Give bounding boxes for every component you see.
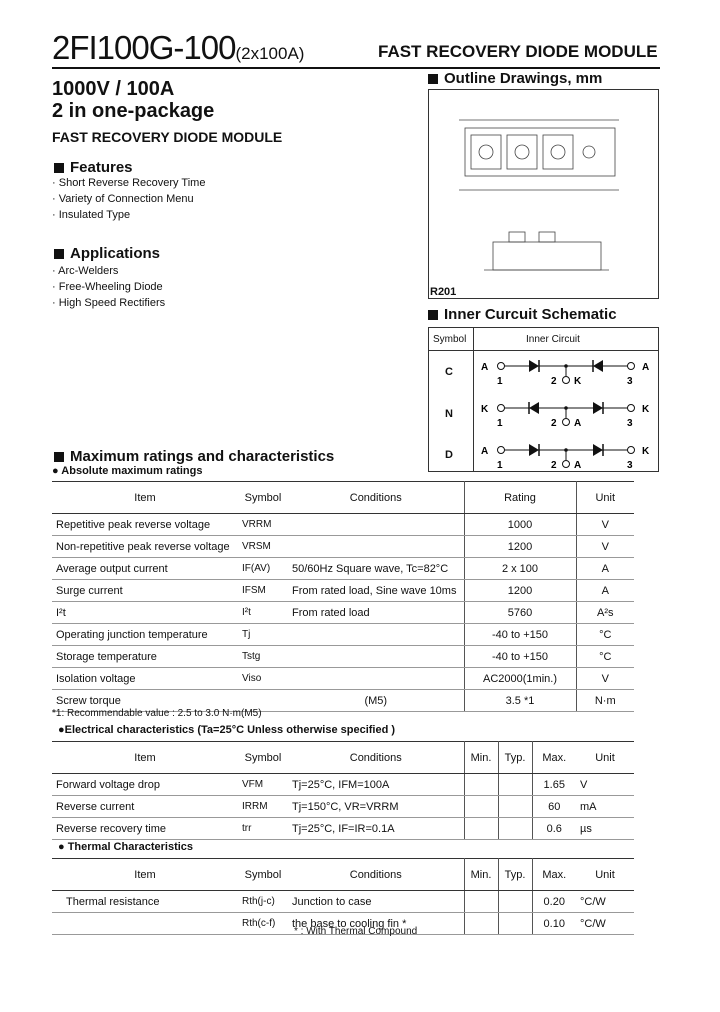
schematic-circuit-header: Inner Circuit	[526, 334, 580, 345]
document-title: FAST RECOVERY DIODE MODULE	[378, 42, 658, 61]
table-row: Rth(c-f) the base to cooling fin * 0.10 °C/W	[52, 913, 634, 935]
torque-footnote: *1: Recommendable value : 2.5 to 3.0 N·m(M5)	[52, 708, 262, 719]
table-row: Non-repetitive peak reverse voltage VRSM 1200 V	[52, 536, 634, 558]
table-row: Reverse current IRRM Tj=150°C, VR=VRRM 60 mA	[52, 796, 634, 818]
terminal-label: A	[574, 418, 582, 428]
part-number: 2FI100G-100(2x100A)	[52, 29, 305, 66]
table-header-row: Item Symbol Conditions Min. Typ. Max. Unit	[52, 742, 634, 774]
terminal-number: 1	[497, 418, 503, 428]
max-ratings-table	[52, 481, 634, 712]
terminal-number: 2	[551, 418, 557, 428]
schematic-heading: Inner Curcuit Schematic	[428, 306, 617, 323]
schematic-header-rule	[429, 350, 658, 351]
diode-circuit-c	[479, 356, 657, 386]
module-outline-drawing	[429, 90, 658, 298]
feature-item: · Insulated Type	[52, 209, 131, 221]
table-row: I²t I²t From rated load 5760 A²s	[52, 602, 634, 624]
diode-circuit-n	[479, 398, 657, 428]
terminal-label: K	[574, 376, 582, 386]
schematic-symbol-header: Symbol	[433, 334, 467, 345]
terminal-number: 3	[627, 460, 633, 470]
square-bullet-icon	[54, 163, 64, 173]
table-row: Repetitive peak reverse voltage VRRM 1000 V	[52, 514, 634, 536]
table-row: Average output current IF(AV) 50/60Hz Square wave, Tc=82°C 2 x 100 A	[52, 558, 634, 580]
absolute-ratings-subheading: ● Absolute maximum ratings	[52, 465, 203, 477]
applications-heading: Applications	[54, 245, 160, 262]
table-row: Thermal resistance Rth(j-c) Junction to case 0.20 °C/W	[52, 891, 634, 913]
table-row: Operating junction temperature Tj -40 to +150 °C	[52, 624, 634, 646]
outline-code: R201	[430, 286, 457, 298]
features-heading: Features	[54, 159, 133, 176]
terminal-number: 2	[551, 460, 557, 470]
schematic-symbol-c: C	[445, 366, 453, 378]
feature-item: · Variety of Connection Menu	[52, 193, 194, 205]
terminal-label: A	[481, 362, 489, 373]
outline-heading: Outline Drawings, mm	[428, 70, 602, 87]
terminal-label: A	[642, 362, 650, 373]
thermal-footnote: * : With Thermal Compound	[294, 926, 418, 937]
electrical-table	[52, 741, 634, 840]
electrical-heading: ●Electrical characteristics (Ta=25°C Unless otherwise specified )	[58, 724, 396, 736]
terminal-label: K	[642, 404, 650, 415]
part-suffix: (2x100A)	[235, 44, 305, 63]
table-row: Forward voltage drop VFM Tj=25°C, IFM=100A 1.65 V	[52, 774, 634, 796]
application-item: · Free-Wheeling Diode	[52, 281, 163, 293]
terminal-number: 3	[627, 376, 633, 386]
header-rule	[52, 67, 660, 69]
feature-item: · Short Reverse Recovery Time	[52, 177, 206, 189]
square-bullet-icon	[54, 452, 64, 462]
terminal-label: K	[481, 404, 489, 415]
schematic-box	[428, 327, 659, 472]
square-bullet-icon	[428, 310, 438, 320]
terminal-number: 2	[551, 376, 557, 386]
terminal-label: A	[574, 460, 582, 470]
table-row: Screw torque (M5) 3.5 *1 N·m	[52, 690, 634, 712]
terminal-label: K	[642, 446, 650, 457]
square-bullet-icon	[54, 249, 64, 259]
type-summary: FAST RECOVERY DIODE MODULE	[52, 129, 283, 145]
table-row: Reverse recovery time trr Tj=25°C, IF=IR=0.1A 0.6 µs	[52, 818, 634, 840]
square-bullet-icon	[428, 74, 438, 84]
terminal-label: A	[481, 446, 489, 457]
diode-circuit-d	[479, 440, 657, 470]
terminal-number: 1	[497, 376, 503, 386]
thermal-table	[52, 858, 634, 935]
schematic-symbol-d: D	[445, 449, 453, 461]
max-ratings-heading: Maximum ratings and characteristics	[54, 448, 334, 465]
package-summary: 2 in one-package	[52, 100, 215, 122]
table-row: Surge current IFSM From rated load, Sine wave 10ms 1200 A	[52, 580, 634, 602]
schematic-symbol-n: N	[445, 408, 453, 420]
table-header-row: Item Symbol Conditions Min. Typ. Max. Unit	[52, 859, 634, 891]
terminal-number: 3	[627, 418, 633, 428]
rating-summary: 1000V / 100A	[52, 78, 175, 100]
thermal-heading: ● Thermal Characteristics	[58, 841, 194, 853]
outline-drawing	[428, 89, 659, 299]
schematic-column-rule	[473, 328, 474, 471]
table-header-row: Item Symbol Conditions Rating Unit	[52, 482, 634, 514]
table-row: Storage temperature Tstg -40 to +150 °C	[52, 646, 634, 668]
terminal-number: 1	[497, 460, 503, 470]
table-row: Isolation voltage Viso AC2000(1min.) V	[52, 668, 634, 690]
application-item: · Arc-Welders	[52, 265, 119, 277]
application-item: · High Speed Rectifiers	[52, 297, 166, 309]
